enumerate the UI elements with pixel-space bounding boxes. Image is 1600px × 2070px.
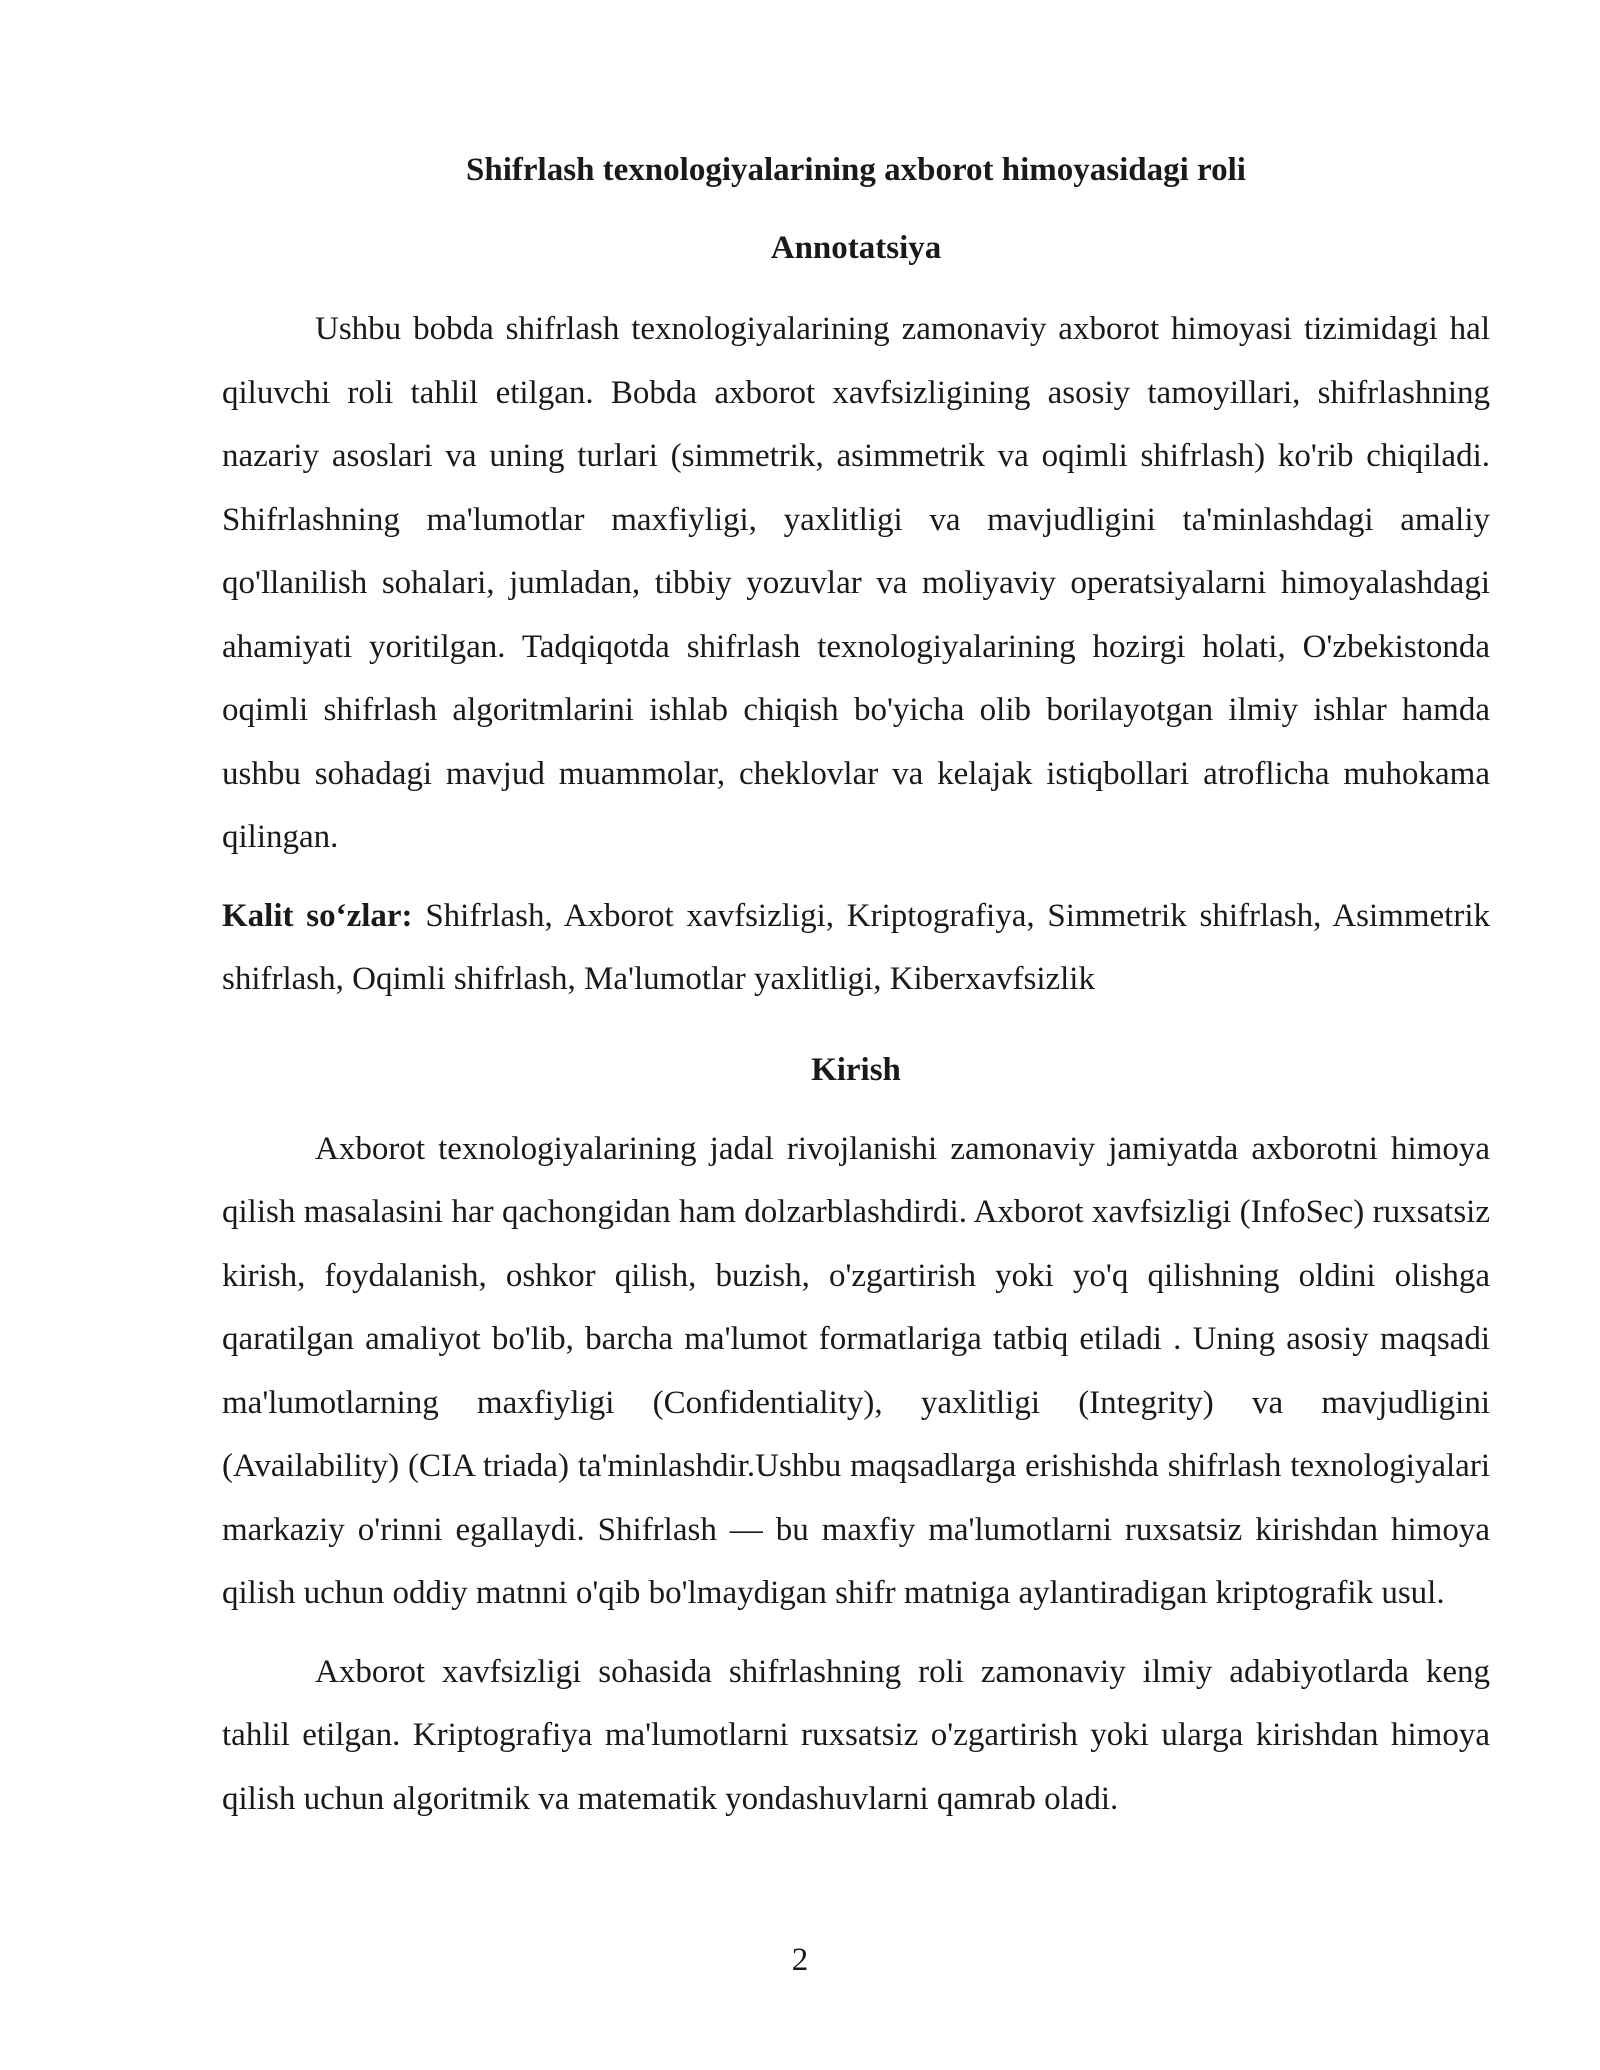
intro-paragraph-1: Axborot texnologiyalarining jadal rivojlanishi zamonaviy jamiyatda axborotni himoya qilish masalasini har qachongidan ham dolzarblashdirdi. Axborot xavfsizligi (InfoSec) ruxsatsiz kirish, foydalanish, oshkor qilish, buzish, o'zgartirish yoki yo'q qilishning oldini olishga qaratilgan amaliyot bo'lib, barcha ma'lumot formatlariga tatbiq etiladi . Uning asosiy maqsadi ma'lumotlarning maxfiyligi (Confidentiality), yaxlitligi (Integrity) va mavjudligini (Availability) (CIA triada) ta'minlashdir.Ushbu maqsadlarga erishishda shifrlash texnologiyalari markaziy o'rinni egallaydi. Shifrlash — bu maxfiy ma'lumotlarni ruxsatsiz kirishdan himoya qilish uchun oddiy matnni o'qib bo'lmaydigan shifr matniga aylantiradigan kriptografik usul. [222, 1130, 1490, 1611]
document-title: Shifrlash texnologiyalarining axborot himoyasidagi roli [466, 152, 1246, 188]
keywords-paragraph [222, 885, 1490, 1012]
annotation-paragraph: Ushbu bobda shifrlash texnologiyalarining zamonaviy axborot himoyasi tizimidagi hal qiluvchi roli tahlil etilgan. Bobda axborot xavfsizligining asosiy tamoyillari, shifrlashning nazariy asoslari va uning turlari (simmetrik, asimmetrik va oqimli shifrlash) ko'rib chiqiladi. Shifrlashning ma'lumotlar maxfiyligi, yaxlitligi va mavjudligini ta'minlashdagi amaliy qo'llanilish sohalari, jumladan, tibbiy yozuvlar va moliyaviy operatsiyalarni himoyalashdagi ahamiyati yoritilgan. Tadqiqotda shifrlash texnologiyalarining hozirgi holati, O'zbekistonda oqimli shifrlash algoritmlarini ishlab chiqish bo'yicha olib borilayotgan ilmiy ishlar hamda ushbu sohadagi mavjud muammolar, cheklovlar va kelajak istiqbollari atroflicha muhokama qilingan. [222, 311, 1490, 855]
page-number: 2 [791, 1942, 809, 1978]
document-page [222, 150, 1490, 1831]
intro-heading: Kirish [811, 1051, 901, 1088]
keywords-label: Kalit so‘zlar: [222, 897, 413, 934]
intro-paragraph-2: Axborot xavfsizligi sohasida shifrlashning roli zamonaviy ilmiy adabiyotlarda keng tahlil etilgan. Kriptografiya ma'lumotlarni ruxsatsiz o'zgartirish yoki ularga kirishdan himoya qilish uchun algoritmik va matematik yondashuvlarni qamrab oladi. [222, 1653, 1490, 1817]
annotation-heading: Annotatsiya [770, 230, 942, 266]
keywords-list: Shifrlash, Axborot xavfsizligi, Kriptografiya, Simmetrik shifrlash, Asimmetrik shifrlash, Oqimli shifrlash, Ma'lumotlar yaxlitligi, Kiberxavfsizlik [222, 897, 1490, 997]
